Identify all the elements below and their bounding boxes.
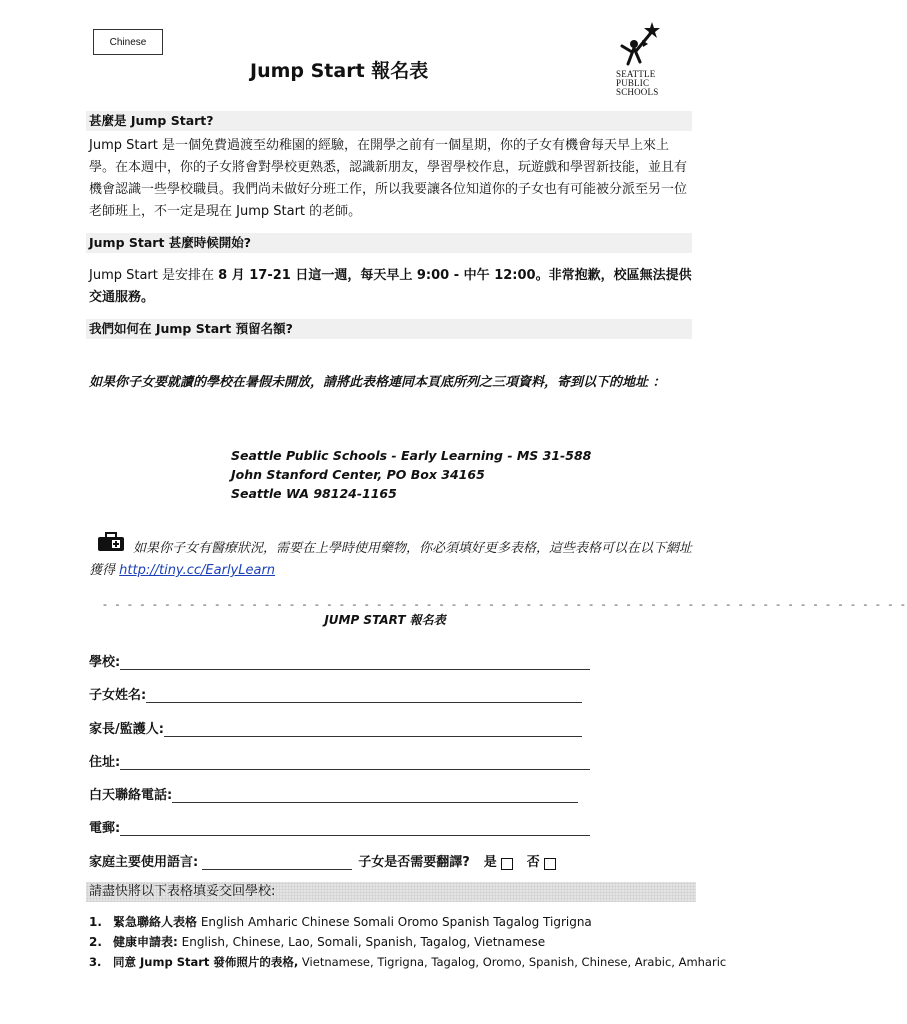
return-note: 請盡快將以下表格填妥交回學校: (86, 882, 696, 902)
email-input[interactable] (120, 821, 590, 836)
item-title: 健康申請表: (113, 935, 178, 949)
phone-field (89, 785, 578, 803)
school-label: 學校: (89, 655, 121, 670)
item-title: 緊急聯絡人表格 (113, 915, 198, 929)
item-title: 同意 Jump Start 發佈照片的表格, (113, 955, 299, 969)
star-figure-icon (612, 20, 664, 70)
address-line-1: Seattle Public Schools - Early Learning - MS 31-588 (231, 448, 592, 463)
yes-checkbox[interactable] (501, 858, 513, 870)
phone-input[interactable] (172, 788, 578, 803)
no-checkbox[interactable] (544, 858, 556, 870)
logo-line-3: SCHOOLS (616, 87, 659, 97)
item-number: 1. (89, 915, 102, 929)
when-bold: 8 月 17-21 日這一週，每天早上 9:00 - 中午 12:00。非常抱歉，校區無法提供交通服務。 (89, 268, 692, 305)
child-name-input[interactable] (146, 688, 582, 703)
list-item (89, 932, 545, 952)
guardian-field (89, 719, 582, 737)
form-title: JUMP START 報名表 (324, 613, 446, 627)
address-line-3: Seattle WA 98124-1165 (231, 486, 397, 501)
language-field (89, 852, 558, 870)
item-languages: English Amharic Chinese Somali Oromo Spanish Tagalog Tigrigna (197, 915, 592, 929)
section-body-what: Jump Start 是一個免費過渡至幼稚園的經驗，在開學之前有一個星期，你的子女有機會每天早上來上學。在本週中，你的子女將會對學校更熟悉，認識新朋友，學習學校作息，玩遊戲和學習新技能，並且有機會認識一些學校職員。我們尚未做好分班工作，所以我要讓各位知道你的子女也有可能被分派至另一位老師班上，不一定是現在 Jump Start 的老師。 (89, 138, 688, 219)
email-field (89, 818, 590, 836)
address-label: 住址: (89, 755, 121, 770)
interpreter-label: 子女是否需要翻譯? (358, 855, 470, 870)
school-input[interactable] (120, 655, 590, 670)
no-label: 否 (526, 855, 540, 870)
home-language-input[interactable] (202, 855, 352, 870)
early-learn-link[interactable]: http://tiny.cc/EarlyLearn (119, 563, 276, 578)
language-label: Chinese (93, 29, 163, 55)
medical-text: 如果你子女有醫療狀況，需要在上學時使用藥物，你必須填好更多表格，這些表格可以在以下網址獲得 (89, 541, 693, 578)
item-number: 2. (89, 935, 102, 949)
address-line-2: John Stanford Center, PO Box 34165 (231, 467, 485, 482)
school-field (89, 652, 590, 670)
guardian-input[interactable] (164, 722, 582, 737)
guardian-label: 家長/監護人: (89, 722, 164, 737)
section-body-when (89, 265, 694, 309)
child-name-label: 子女姓名: (89, 688, 147, 703)
address-input[interactable] (120, 755, 590, 770)
yes-label: 是 (483, 855, 497, 870)
section-heading-when: Jump Start 甚麼時候開始? (86, 233, 692, 253)
child-name-field (89, 685, 582, 703)
address-block (231, 446, 591, 503)
logo-line-1: SEATTLE (616, 69, 656, 79)
page-title: Jump Start 報名表 (250, 60, 429, 82)
medical-note (89, 538, 694, 582)
item-languages: English, Chinese, Lao, Somali, Spanish, Tagalog, Vietnamese (177, 935, 546, 949)
how-instruction: 如果你子女要就讀的學校在暑假未開放，請將此表格連同本頁底所列之三項資料，寄到以下的地址 ： (89, 375, 666, 390)
logo-line-2: PUBLIC (616, 78, 650, 88)
item-number: 3. (89, 955, 102, 969)
section-heading-what: 甚麼是 Jump Start? (86, 111, 692, 131)
phone-label: 白天聯絡電話: (89, 788, 173, 803)
section-heading-how: 我們如何在 Jump Start 預留名額? (86, 319, 692, 339)
item-languages: Vietnamese, Tigrigna, Tagalog, Oromo, Spanish, Chinese, Arabic, Amharic (298, 955, 727, 969)
email-label: 電郵: (89, 821, 121, 836)
list-item (89, 912, 592, 932)
home-language-label: 家庭主要使用語言: (89, 855, 199, 870)
list-item (89, 952, 726, 972)
address-field (89, 752, 590, 770)
seattle-public-schools-logo (612, 20, 664, 100)
when-prefix: Jump Start 是安排在 (89, 268, 215, 283)
cut-line-divider: - - - - - - - - - - - - - - - - - - - - - - - - - - - - - - - - - - - - - - - - - - - - - - - - - - - - - - - - - - - - - - - - - (103, 598, 907, 611)
